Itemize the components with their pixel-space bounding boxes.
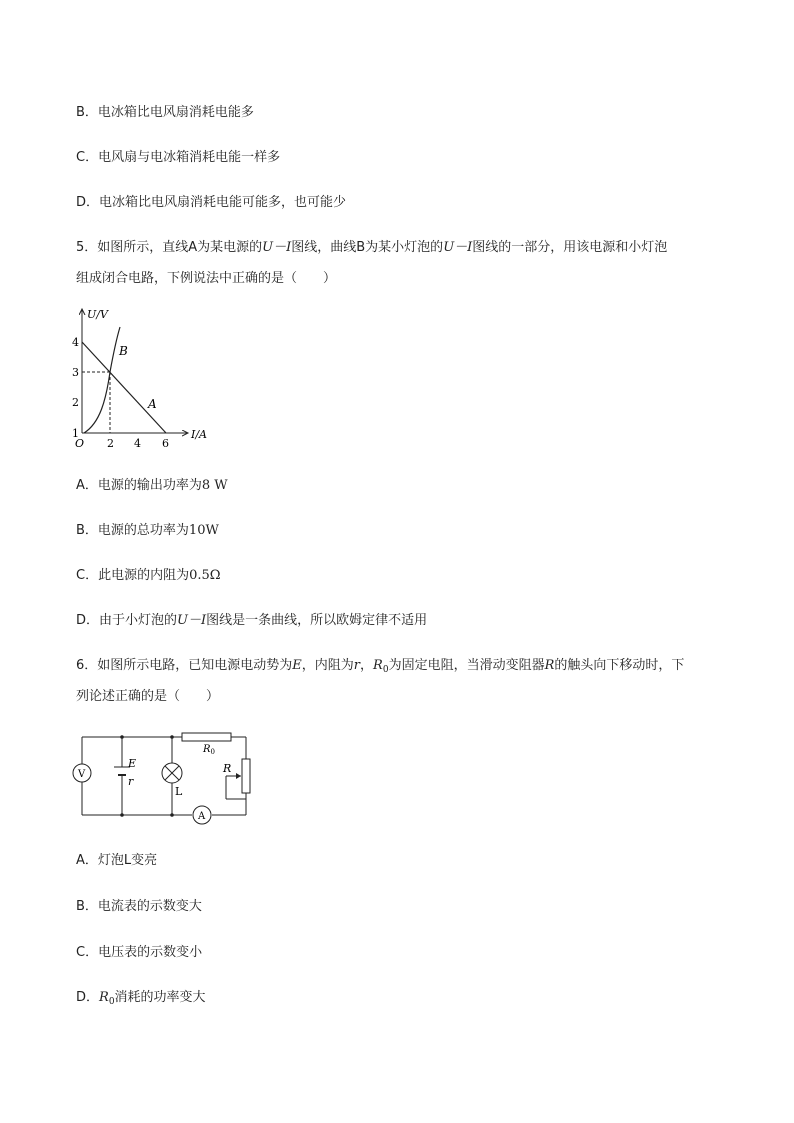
y-tick-label: 4: [72, 336, 79, 349]
q5-option-d-text-2: 图线是一条曲线，所以欧姆定律不适用: [206, 613, 428, 628]
q5-option-d-text-1: D．由于小灯泡的: [76, 613, 178, 628]
q6-stem-line2: 列论述正确的是（ ）: [76, 689, 220, 704]
q6-stem-text-1: 6．如图所示电路，已知电源电动势为: [76, 658, 293, 673]
origin-label: O: [75, 437, 85, 450]
q6-symbol-r0-letter: R: [373, 658, 383, 673]
q5-option-a-text: A．电源的输出功率为: [76, 478, 202, 493]
q5-option-c-value: 0.5Ω: [189, 568, 221, 583]
q5-stem-text-2: 图线，曲线B为某小灯泡的: [291, 240, 444, 255]
q6-option-d-prefix: D．: [76, 990, 100, 1005]
q5-stem-line2: 组成闭合电路，下例说法中正确的是（ ）: [76, 271, 337, 286]
q5-option-b-text: B．电源的总功率为: [76, 523, 189, 538]
q5-option-d: [76, 612, 427, 630]
y-tick-label: 2: [72, 396, 79, 409]
q6-option-d-r0: [99, 990, 115, 1005]
q5-option-a: [76, 477, 228, 495]
q5-option-a-value: 8 W: [201, 478, 228, 493]
x-tick-label: 2: [107, 437, 114, 450]
lamp-label: L: [175, 785, 183, 798]
q6-option-d-text: 消耗的功率变大: [114, 990, 206, 1005]
q6-stem-line1: [76, 657, 684, 679]
q6-option-d-r0-sub: 0: [108, 997, 115, 1007]
curve-b: [84, 327, 120, 433]
label-b: B: [119, 344, 128, 358]
q5-ui-graph: [70, 305, 230, 455]
q5-stem-text-3: 图线的一部分，用该电源和小灯泡: [472, 240, 668, 255]
q6-option-c: C．电压表的示数变小: [76, 945, 203, 960]
q6-stem-text-5: 的触头向下移动时，下: [554, 658, 685, 673]
q6-option-d-r0-letter: R: [99, 990, 109, 1005]
y-axis-label: U/V: [87, 308, 108, 321]
y-tick-label: 3: [72, 366, 79, 379]
q6-symbol-r0: [373, 658, 389, 673]
q5-option-b-value: 10W: [188, 523, 219, 538]
q5-ui-symbol: U－I: [443, 240, 473, 255]
rheostat-r: [242, 759, 250, 793]
q6-symbol-r: r: [353, 658, 361, 673]
q5-option-c: [76, 567, 221, 585]
q6-stem-text-2: ，内阻为: [301, 658, 354, 673]
q5-stem-text-1: 5．如图所示，直线A为某电源的: [76, 240, 263, 255]
voltmeter-label: V: [78, 769, 86, 780]
q5-stem-line1: [76, 239, 667, 257]
q5-ui-symbol: U－I: [177, 613, 207, 628]
q6-symbol-e: E: [292, 658, 302, 673]
y-tick-label: 1: [72, 427, 79, 440]
rheostat-label: R: [223, 762, 232, 775]
x-tick-label: 6: [162, 437, 169, 450]
battery-emf-label: E: [128, 757, 137, 770]
q5-option-c-text: C．此电源的内阻为: [76, 568, 190, 583]
q4-option-c: C．电风扇与电冰箱消耗电能一样多: [76, 150, 281, 165]
q6-stem-text-4: 为固定电阻，当滑动变阻器: [388, 658, 545, 673]
q5-option-b: [76, 522, 219, 540]
label-a: A: [148, 397, 157, 411]
q6-symbol-r0-sub: 0: [382, 665, 389, 675]
battery-resistance-label: r: [128, 775, 134, 788]
fixed-resistor-r0: [182, 733, 231, 741]
x-axis-label: I/A: [191, 428, 207, 441]
q6-option-d: [76, 989, 206, 1011]
ammeter-label: A: [198, 811, 206, 822]
q4-option-d: D．电冰箱比电风扇消耗电能可能多，也可能少: [76, 195, 347, 210]
q5-ui-symbol: U－I: [262, 240, 292, 255]
x-tick-label: 4: [134, 437, 141, 450]
q6-option-b: B．电流表的示数变大: [76, 899, 202, 914]
q6-circuit-diagram: [70, 727, 260, 829]
q6-stem-text-3: ，: [360, 658, 374, 673]
r0-label: $R_0$: [203, 744, 215, 756]
q4-option-b: B．电冰箱比电风扇消耗电能多: [76, 105, 254, 120]
q6-option-a: A．灯泡L变亮: [76, 853, 158, 868]
q6-symbol-rheostat: R: [544, 658, 555, 673]
